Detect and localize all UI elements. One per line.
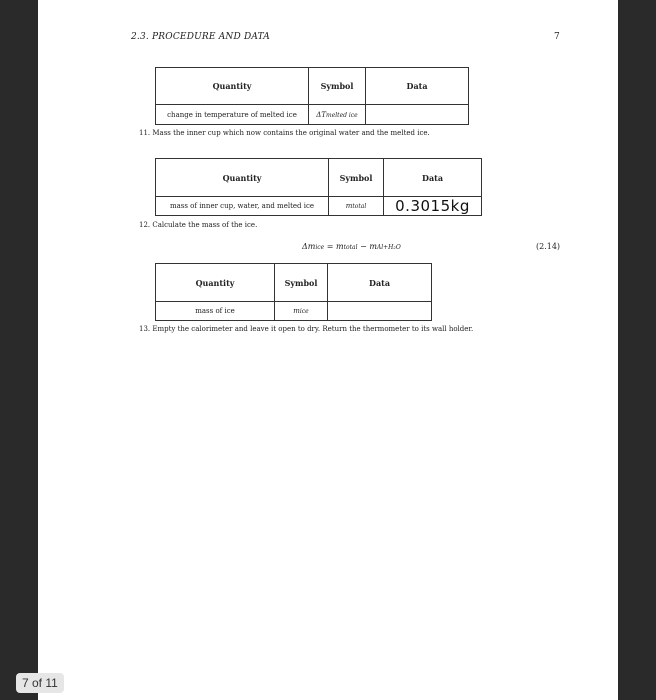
table-total-mass	[155, 158, 482, 216]
symbol-cell: mtotal	[329, 197, 384, 216]
equation-number: (2.14)	[536, 242, 561, 251]
page-number: 7	[554, 32, 560, 42]
page-indicator: 7 of 11	[16, 673, 64, 693]
table-melted-ice-temp	[155, 67, 469, 125]
quantity-cell: mass of inner cup, water, and melted ice	[156, 197, 329, 216]
column-header-data: Data	[328, 264, 432, 302]
table-mass-ice	[155, 263, 432, 321]
section-header: 2.3. PROCEDURE AND DATA	[131, 32, 270, 42]
equation-mass-ice: Δmice = mtotal − mAl+H₂O	[302, 242, 401, 251]
viewer-left-margin	[0, 0, 38, 700]
data-cell-handwritten[interactable]: 0.3015kg	[384, 197, 482, 216]
column-header-quantity: Quantity	[156, 159, 329, 197]
data-cell[interactable]	[328, 302, 432, 321]
document-page	[38, 0, 618, 700]
symbol-cell: ΔTmelted ice	[309, 105, 366, 125]
step-11: 11. Mass the inner cup which now contains the original water and the melted ice.	[139, 129, 430, 137]
column-header-symbol: Symbol	[275, 264, 328, 302]
column-header-data: Data	[366, 68, 469, 105]
table-row	[156, 197, 482, 216]
table-row	[156, 105, 469, 125]
column-header-symbol: Symbol	[309, 68, 366, 105]
data-cell[interactable]	[366, 105, 469, 125]
table-row	[156, 302, 432, 321]
step-12: 12. Calculate the mass of the ice.	[139, 221, 258, 229]
column-header-quantity: Quantity	[156, 68, 309, 105]
symbol-cell: mice	[275, 302, 328, 321]
step-13: 13. Empty the calorimeter and leave it open to dry. Return the thermometer to its wall holder.	[139, 325, 474, 333]
column-header-symbol: Symbol	[329, 159, 384, 197]
quantity-cell: change in temperature of melted ice	[156, 105, 309, 125]
column-header-data: Data	[384, 159, 482, 197]
column-header-quantity: Quantity	[156, 264, 275, 302]
viewer-right-margin	[618, 0, 656, 700]
quantity-cell: mass of ice	[156, 302, 275, 321]
